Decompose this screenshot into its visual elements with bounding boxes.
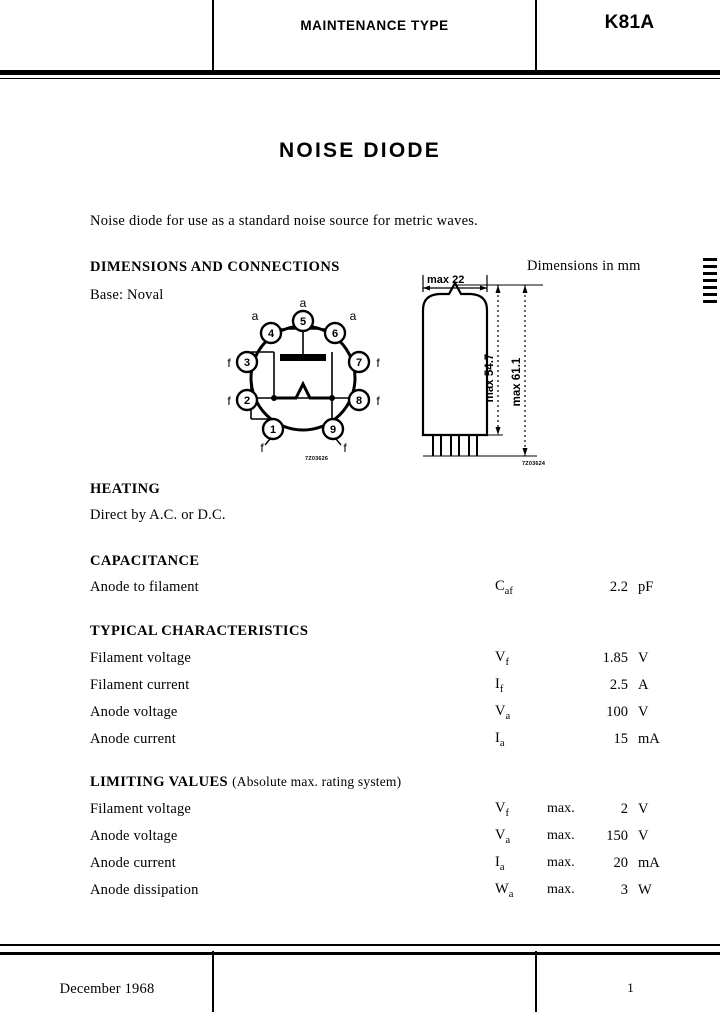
svg-text:7: 7 [355,357,363,369]
row-symbol-vf-typ [495,649,509,668]
symbol-subscript: f [505,807,509,819]
svg-text:max 22: max 22 [427,274,465,286]
footer-rule-upper [0,944,720,946]
section-heading-capacitance: CAPACITANCE [90,553,200,569]
header-rule-lower [0,78,720,80]
symbol-letter: I [495,676,500,692]
row-label-anode-to-filament: Anode to filament [90,579,199,595]
row-label-filament-voltage-typ: Filament voltage [90,650,192,666]
row-label-anode-dissipation-max: Anode dissipation [90,882,199,898]
svg-text:f: f [227,394,231,408]
svg-text:6: 6 [331,328,339,340]
row-value-caf: 2.2 [609,579,628,595]
header-left-cell [0,0,214,72]
base-connection-diagram [218,300,388,475]
base-label: Base: Noval [90,287,164,303]
base-diagram-reference: 7Z03626 [305,456,329,462]
svg-text:f: f [376,356,380,370]
row-value-vf-typ: 1.85 [602,650,628,666]
row-max-prefix-ia: max. [547,855,575,870]
symbol-subscript: a [499,861,505,873]
svg-text:a: a [299,300,307,310]
heating-text: Direct by A.C. or D.C. [90,507,226,523]
symbol-subscript: f [499,683,504,695]
row-unit-wa-max: W [638,882,652,898]
row-label-anode-voltage-typ: Anode voltage [90,704,178,720]
row-label-anode-current-max: Anode current [90,855,176,871]
symbol-subscript: a [505,710,511,722]
svg-text:max 54.7: max 54.7 [484,353,496,403]
section-heading-limiting-values [90,774,401,791]
svg-text:2: 2 [243,395,251,407]
row-max-prefix-wa: max. [547,882,575,897]
svg-text:f: f [376,394,380,408]
row-symbol-if-typ [495,676,503,695]
maintenance-type-label: MAINTENANCE TYPE [300,18,449,33]
section-heading-typical-characteristics: TYPICAL CHARACTERISTICS [90,623,309,639]
svg-text:8: 8 [355,395,363,407]
symbol-subscript: a [505,834,511,846]
footer-page-cell [535,951,720,1012]
row-label-filament-voltage-max: Filament voltage [90,801,192,817]
margin-register-marks [703,258,717,307]
row-label-filament-current-typ: Filament current [90,677,190,693]
outline-diagram-reference: 7Z03624 [522,461,546,467]
header-maintenance-cell [212,0,537,72]
row-value-if-typ: 2.5 [609,677,628,693]
svg-text:5: 5 [299,316,307,328]
type-number: K81A [604,12,655,33]
row-value-va-typ: 100 [606,704,628,720]
tube-outline-diagram [415,270,555,475]
svg-text:a: a [349,309,357,323]
svg-text:1: 1 [269,424,277,436]
svg-text:f: f [343,441,347,455]
row-max-prefix-va: max. [547,828,575,843]
row-symbol-ia-max [495,854,505,873]
page-title: NOISE DIODE [279,139,441,162]
row-symbol-ia-typ [495,730,505,749]
svg-text:9: 9 [329,424,337,436]
row-value-vf-max: 2 [620,801,628,817]
intro-text: Noise diode for use as a standard noise source for metric waves. [90,213,479,229]
row-label-anode-current-typ: Anode current [90,731,176,747]
row-unit-vf-max: V [638,801,649,817]
symbol-subscript: af [504,585,513,597]
row-label-anode-voltage-max: Anode voltage [90,828,178,844]
dimensions-units-note: Dimensions in mm [527,258,641,274]
row-symbol-va-max [495,827,510,846]
header-type-cell [535,0,720,72]
symbol-letter: V [495,703,506,719]
symbol-letter: V [495,800,506,816]
footer-date-cell [0,951,214,1012]
row-unit-va-max: V [638,828,649,844]
symbol-letter: W [495,881,509,897]
row-unit-va-typ: V [638,704,649,720]
row-unit-ia-max: mA [638,855,660,871]
row-max-prefix-vf: max. [547,801,575,816]
row-unit-ia-typ: mA [638,731,660,747]
limiting-values-heading-main: LIMITING VALUES [90,774,229,790]
row-symbol-va-typ [495,703,510,722]
limiting-values-heading-sub: (Absolute max. rating system) [232,774,402,789]
symbol-letter: V [495,649,506,665]
row-value-wa-max: 3 [620,882,628,898]
symbol-subscript: a [508,888,514,900]
row-value-ia-typ: 15 [613,731,628,747]
row-value-va-max: 150 [606,828,628,844]
row-unit-caf: pF [638,579,654,595]
svg-text:a: a [251,309,259,323]
row-symbol-wa-max [495,881,513,900]
svg-text:3: 3 [243,357,251,369]
footer-page-number: 1 [627,980,634,995]
row-symbol-caf [495,578,513,597]
symbol-letter: V [495,827,506,843]
symbol-letter: C [495,578,505,594]
symbol-letter: I [495,730,500,746]
row-symbol-vf-max [495,800,509,819]
row-value-ia-max: 20 [613,855,628,871]
section-heading-dimensions: DIMENSIONS AND CONNECTIONS [90,259,340,275]
symbol-subscript: f [505,656,509,668]
section-heading-heating: HEATING [90,481,161,497]
footer-middle-cell [212,951,537,1012]
svg-text:f: f [227,356,231,370]
symbol-letter: I [495,854,500,870]
svg-text:4: 4 [267,328,275,340]
svg-text:max 61.1: max 61.1 [511,357,523,407]
header-rule-upper [0,72,720,75]
symbol-subscript: a [499,737,505,749]
row-unit-if-typ: A [638,677,649,693]
footer-date: December 1968 [59,981,155,997]
svg-text:f: f [260,441,264,455]
row-unit-vf-typ: V [638,650,649,666]
